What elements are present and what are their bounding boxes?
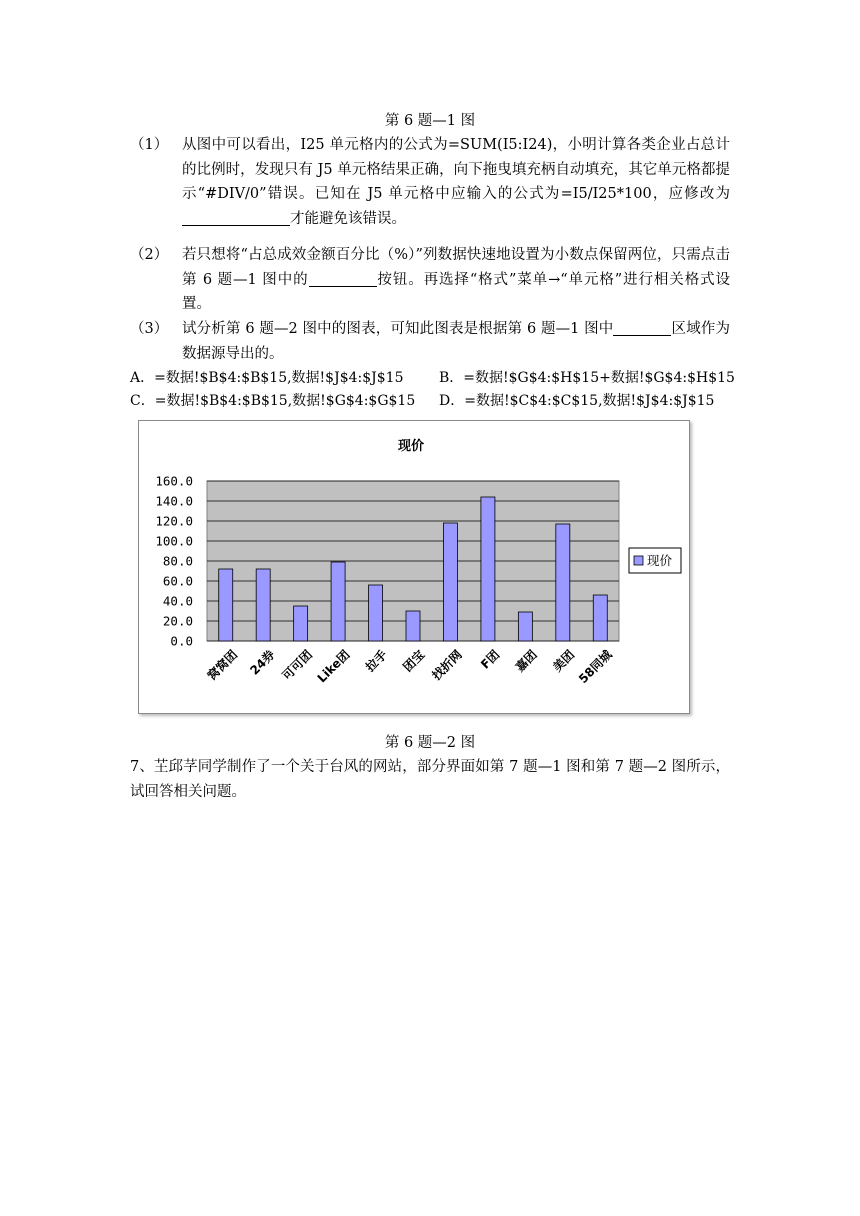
bar bbox=[294, 606, 308, 641]
option-d: D．=数据!$C$4:$C$15,数据!$J$4:$J$15 bbox=[439, 393, 715, 409]
x-tick-label: 美团 bbox=[550, 647, 578, 675]
option-a: A．=数据!$B$4:$B$15,数据!$J$4:$J$15 bbox=[130, 370, 404, 386]
question-number: （2） bbox=[130, 247, 169, 263]
legend-label: 现价 bbox=[647, 553, 673, 568]
bar-chart bbox=[138, 420, 690, 714]
y-tick-label: 0.0 bbox=[170, 633, 193, 649]
x-tick-label: 58同城 bbox=[575, 647, 615, 687]
option-b: B．=数据!$G$4:$H$15+数据!$G$4:$H$15 bbox=[439, 370, 735, 386]
question-6-2 bbox=[130, 243, 730, 317]
y-tick-label: 80.0 bbox=[162, 553, 193, 569]
x-tick-label: F团 bbox=[478, 647, 503, 672]
y-tick-label: 120.0 bbox=[155, 513, 193, 529]
question-7: 7、芏邱芓同学制作了一个关于台风的网站，部分界面如第 7 题—1 图和第 7 题—2 图所示，试回答相关问题。 bbox=[130, 759, 730, 800]
x-tick-label: 嘉团 bbox=[512, 647, 540, 675]
question-text: 从图中可以看出，I25 单元格内的公式为=SUM(I5:I24)，小明计算各类企业占总计的比例时，发现只有 J5 单元格结果正确，向下拖曳填充柄自动填充，其它单元格都提示“#DIV/0”错误。已知在 J5 单元格中应输入的公式为=I5/I25*100，应修改为 bbox=[182, 137, 730, 202]
bar bbox=[219, 569, 233, 641]
question-number: （3） bbox=[130, 321, 169, 337]
question-text-end: 才能避免该错误。 bbox=[290, 210, 406, 227]
chart-svg bbox=[139, 421, 689, 713]
x-tick-label: 可可团 bbox=[279, 647, 315, 683]
question-text-end: 区域作为数据源导出的。 bbox=[182, 321, 731, 362]
bar bbox=[481, 497, 495, 641]
y-tick-label: 20.0 bbox=[162, 613, 193, 629]
question-text-end: 按钮。再选择“格式”菜单→“单元格”进行相关格式设置。 bbox=[182, 271, 730, 312]
chart-title: 现价 bbox=[397, 439, 425, 454]
bar bbox=[406, 611, 420, 641]
x-tick-label: Like团 bbox=[314, 647, 353, 686]
bar bbox=[518, 612, 532, 641]
bar bbox=[256, 569, 270, 641]
y-tick-label: 40.0 bbox=[162, 593, 193, 609]
x-tick-label: 找折网 bbox=[429, 647, 465, 683]
bar bbox=[593, 595, 607, 641]
legend-swatch bbox=[634, 556, 643, 565]
x-tick-label: 窝窝团 bbox=[204, 647, 241, 683]
x-tick-label: 拉手 bbox=[363, 647, 390, 675]
x-tick-label: 24券 bbox=[247, 647, 278, 678]
bar bbox=[443, 523, 457, 641]
y-tick-label: 140.0 bbox=[155, 493, 193, 509]
question-text: 若只想将“占总成效金额百分比（%）”列数据快速地设置为小数点保留两位，只需点击第 6 题—1 图中的 bbox=[182, 247, 730, 288]
bar bbox=[369, 585, 383, 641]
answer-blank bbox=[613, 320, 671, 336]
answer-blank bbox=[309, 271, 377, 287]
question-6-3 bbox=[130, 317, 730, 366]
answer-blank bbox=[182, 210, 290, 226]
figure-1-caption: 第 6 题—1 图 bbox=[384, 113, 476, 129]
x-tick-label: 团宝 bbox=[400, 647, 428, 675]
y-tick-label: 60.0 bbox=[162, 573, 193, 589]
bar bbox=[556, 524, 570, 641]
figure-2-caption: 第 6 题—2 图 bbox=[384, 735, 476, 751]
question-text: 试分析第 6 题—2 图中的图表，可知此图表是根据第 6 题—1 图中 bbox=[182, 321, 614, 337]
option-c: C．=数据!$B$4:$B$15,数据!$G$4:$G$15 bbox=[130, 393, 416, 409]
question-number: （1） bbox=[130, 137, 169, 153]
bar bbox=[331, 562, 345, 641]
y-tick-label: 100.0 bbox=[155, 533, 193, 549]
question-6-1 bbox=[130, 133, 730, 231]
y-tick-label: 160.0 bbox=[155, 473, 193, 489]
